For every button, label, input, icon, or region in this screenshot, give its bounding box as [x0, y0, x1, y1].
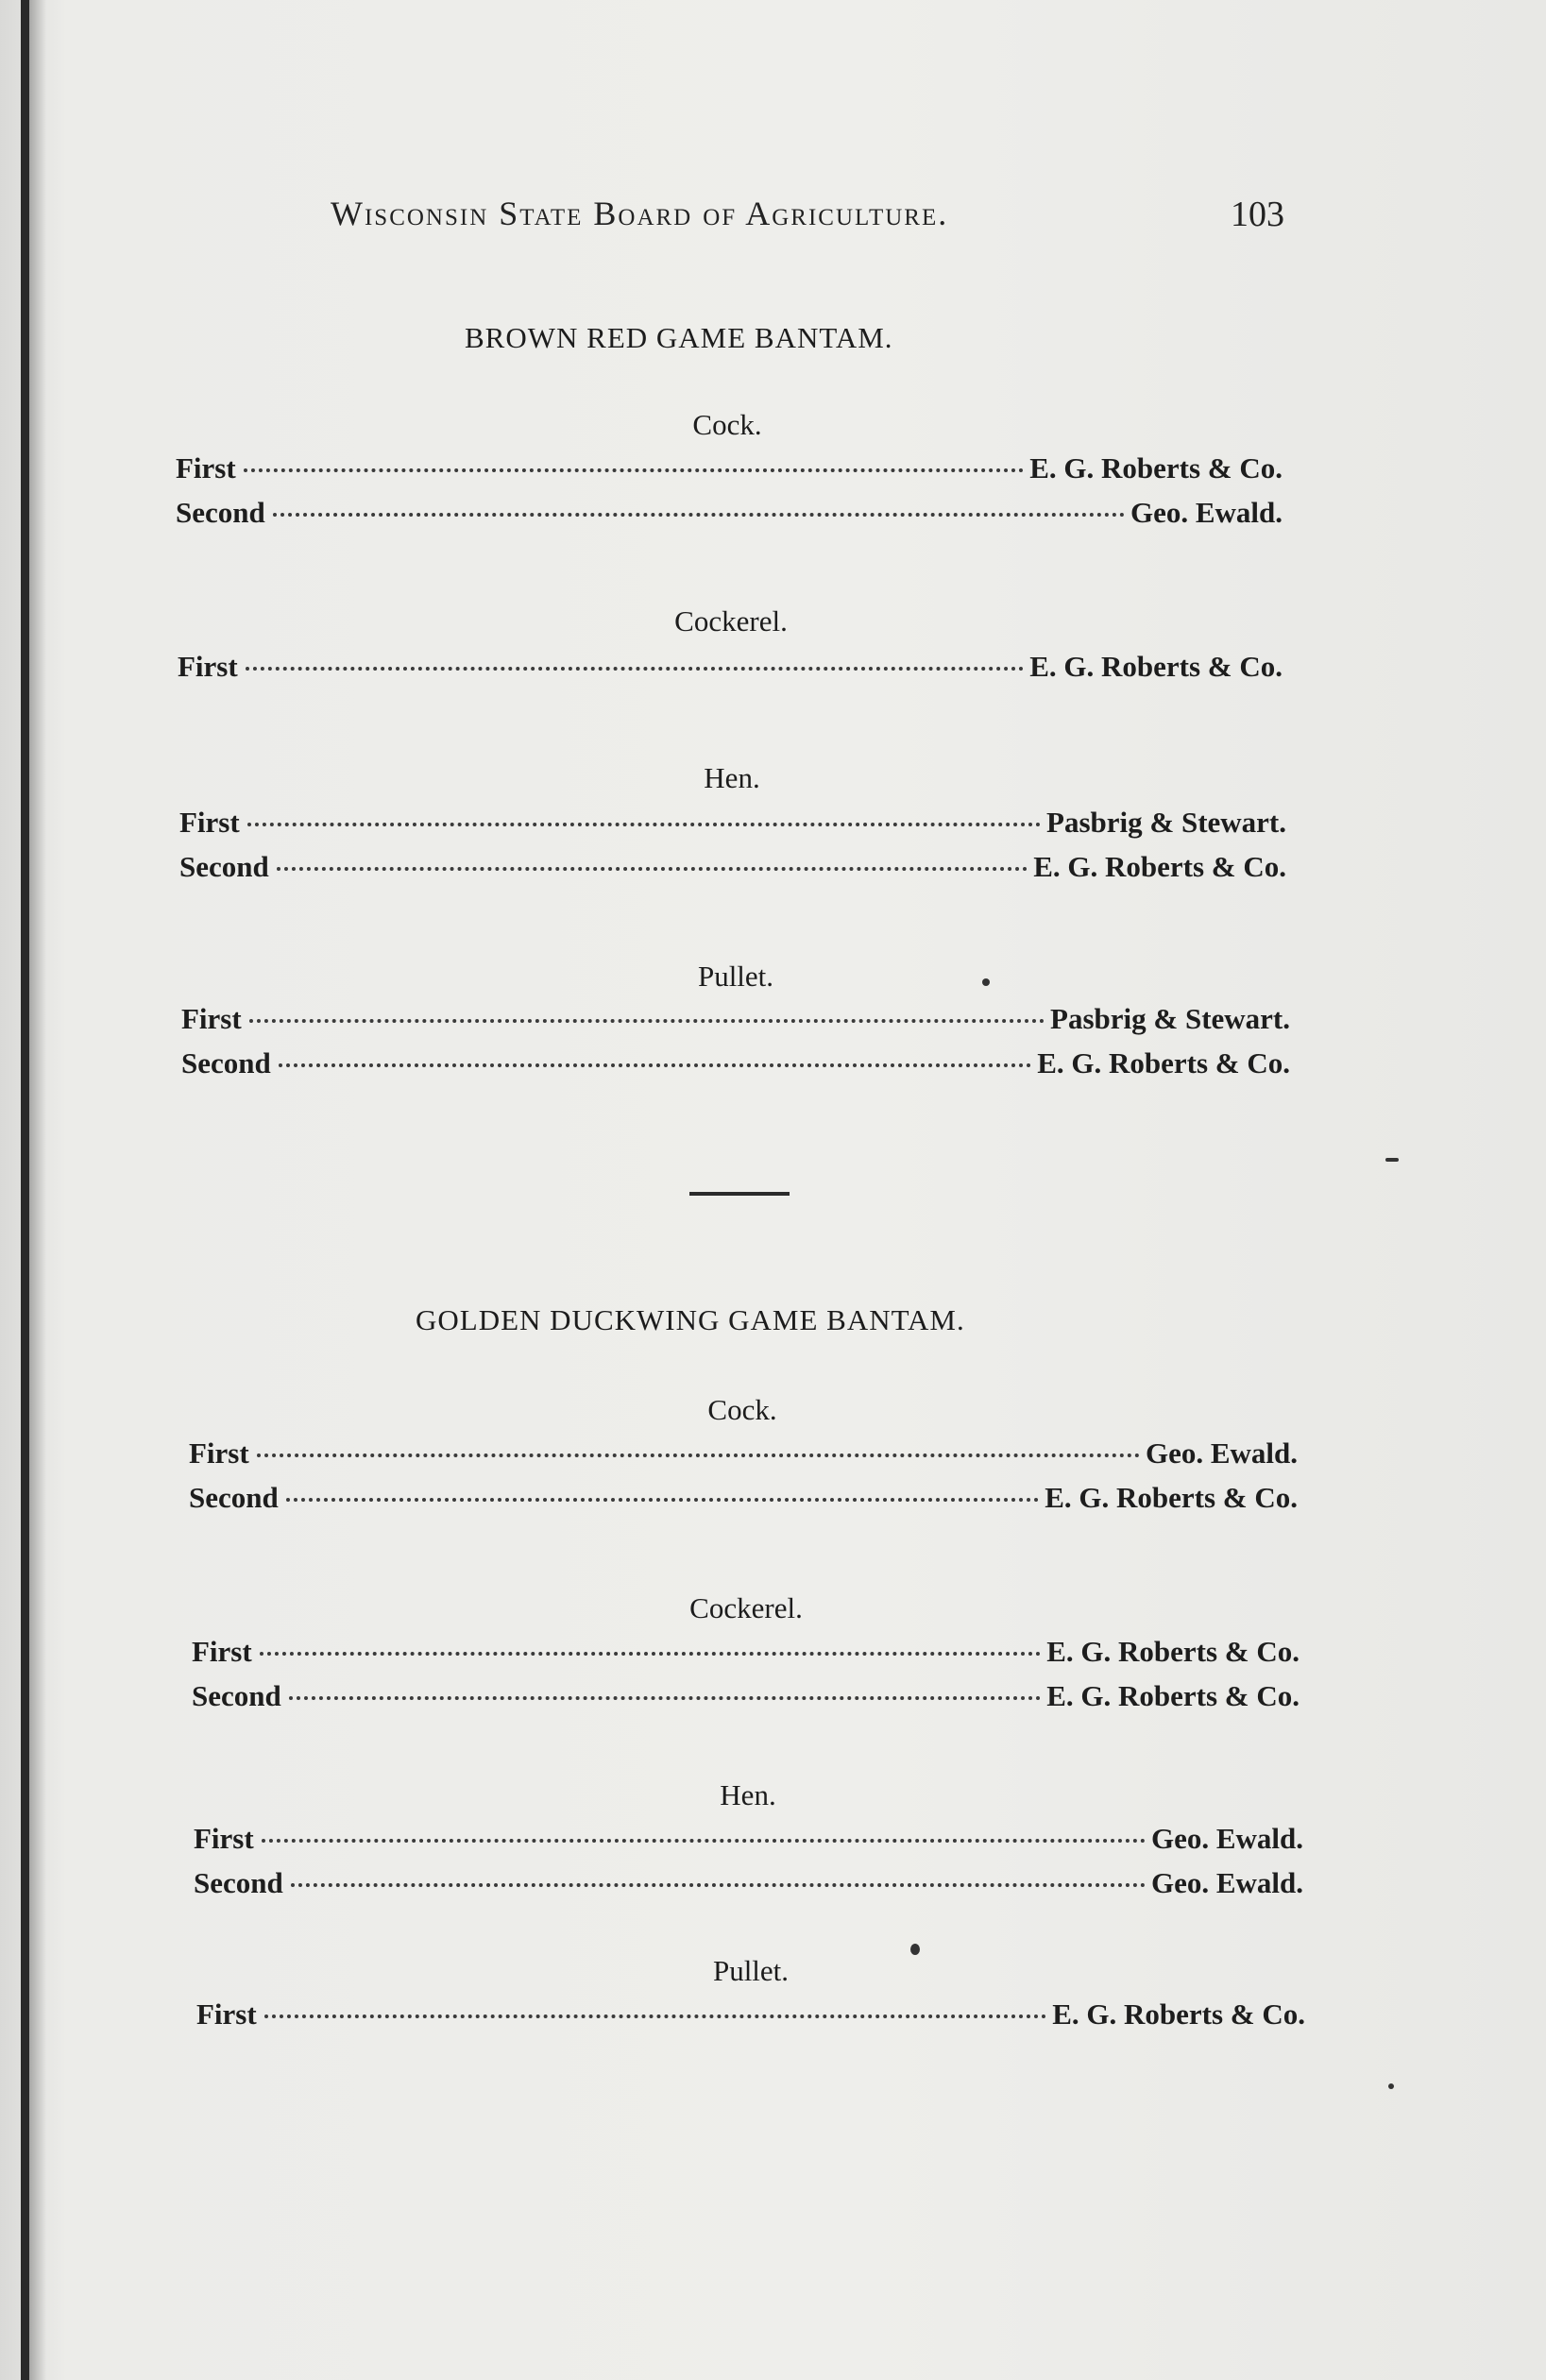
section-title-brown-red: BROWN RED GAME BANTAM. — [465, 321, 893, 354]
scan-speck — [1385, 1158, 1399, 1162]
entry-winner: E. G. Roberts & Co. — [1046, 1635, 1300, 1668]
dot-leader — [247, 823, 1041, 826]
dot-leader — [244, 468, 1025, 472]
entry-row — [176, 451, 1283, 489]
dot-leader — [291, 1883, 1146, 1887]
page-number: 103 — [1231, 195, 1284, 234]
category-heading-cock: Cock. — [692, 408, 762, 441]
entry-place: Second — [192, 1679, 281, 1712]
entry-winner: E. G. Roberts & Co. — [1045, 1481, 1298, 1514]
entry-place: First — [189, 1436, 249, 1470]
entry-row — [192, 1635, 1300, 1673]
entry-row — [194, 1822, 1303, 1860]
dot-leader — [286, 1498, 1039, 1502]
entry-winner: E. G. Roberts & Co. — [1037, 1046, 1290, 1080]
section-title-golden-duckwing: GOLDEN DUCKWING GAME BANTAM. — [416, 1303, 965, 1336]
entry-winner: E. G. Roberts & Co. — [1046, 1679, 1300, 1712]
running-head-title: Wisconsin State Board of Agriculture. — [331, 195, 949, 232]
entry-row — [192, 1679, 1300, 1717]
entry-winner: Geo. Ewald. — [1130, 496, 1283, 529]
entry-row — [194, 1866, 1303, 1904]
entry-place: Second — [179, 850, 269, 883]
entry-row — [181, 1002, 1290, 1040]
entry-row — [179, 850, 1286, 888]
scan-speck — [910, 1944, 920, 1955]
category-heading-hen: Hen. — [704, 761, 760, 794]
dot-leader — [279, 1063, 1031, 1067]
scan-speck — [1388, 2083, 1394, 2089]
entry-place: First — [176, 451, 236, 484]
dot-leader — [277, 867, 1028, 871]
entry-winner: Geo. Ewald. — [1150, 1866, 1303, 1899]
dot-leader — [273, 513, 1125, 517]
dot-leader — [260, 1652, 1042, 1656]
entry-winner: E. G. Roberts & Co. — [1029, 650, 1283, 683]
entry-place: Second — [181, 1046, 271, 1080]
entry-winner: Pasbrig & Stewart. — [1046, 806, 1286, 839]
dot-leader — [289, 1696, 1041, 1700]
entry-place: Second — [189, 1481, 279, 1514]
entry-winner: Geo. Ewald. — [1150, 1822, 1303, 1855]
dot-leader — [257, 1454, 1140, 1457]
entry-row — [189, 1481, 1298, 1519]
entry-row — [189, 1436, 1298, 1474]
entry-place: First — [178, 650, 238, 683]
category-heading-pullet: Pullet. — [712, 1954, 790, 1987]
category-heading-cockerel: Cockerel. — [674, 604, 788, 638]
entry-place: Second — [194, 1866, 283, 1899]
dot-leader — [249, 1019, 1045, 1023]
entry-row — [176, 496, 1283, 534]
entry-row — [196, 1998, 1305, 2035]
entry-place: First — [181, 1002, 242, 1035]
entry-winner: Pasbrig & Stewart. — [1050, 1002, 1290, 1035]
category-heading-hen: Hen. — [720, 1778, 776, 1811]
dot-leader — [262, 1839, 1146, 1843]
entry-place: First — [192, 1635, 252, 1668]
entry-place: First — [179, 806, 240, 839]
running-head — [331, 194, 1284, 241]
entry-place: First — [196, 1998, 257, 2031]
entry-place: First — [194, 1822, 254, 1855]
binding-edge — [21, 0, 29, 2380]
entry-winner: E. G. Roberts & Co. — [1033, 850, 1286, 883]
category-heading-cock: Cock. — [707, 1393, 777, 1426]
entry-row — [181, 1046, 1290, 1084]
category-heading-pullet: Pullet. — [697, 960, 774, 993]
scan-speck — [982, 978, 990, 986]
dot-leader — [264, 2014, 1047, 2018]
binding-shadow — [29, 0, 46, 2380]
entry-place: Second — [176, 496, 265, 529]
entry-winner: E. G. Roberts & Co. — [1052, 1998, 1305, 2031]
dot-leader — [246, 667, 1025, 671]
entry-row — [178, 650, 1283, 688]
section-divider-rule — [689, 1192, 790, 1196]
category-heading-cockerel: Cockerel. — [689, 1591, 803, 1624]
entry-winner: Geo. Ewald. — [1145, 1436, 1298, 1470]
entry-row — [179, 806, 1286, 843]
entry-winner: E. G. Roberts & Co. — [1029, 451, 1283, 484]
